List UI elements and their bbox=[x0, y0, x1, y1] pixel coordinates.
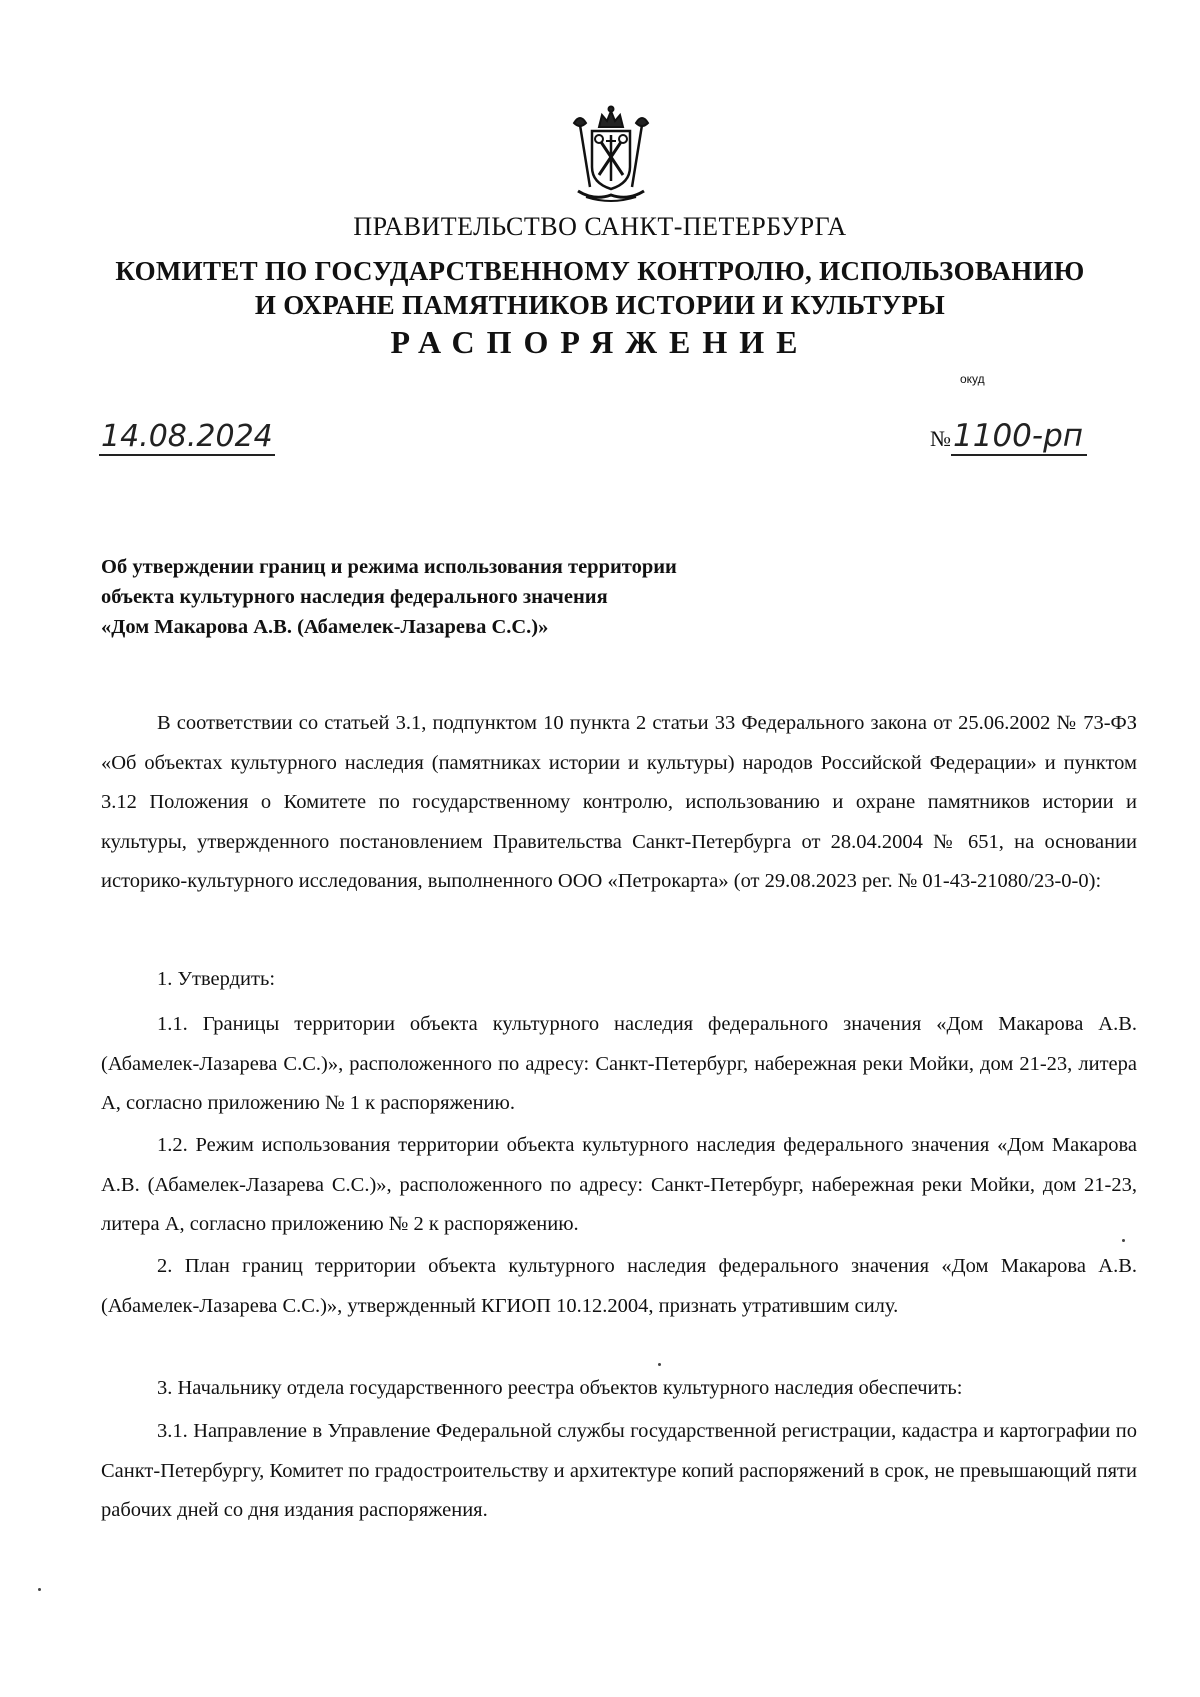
coat-of-arms-icon bbox=[566, 105, 656, 205]
scan-speck bbox=[658, 1363, 661, 1366]
scan-speck bbox=[1122, 1239, 1125, 1242]
item-2-paragraph bbox=[101, 1247, 1137, 1326]
committee-name-line2: И ОХРАНЕ ПАМЯТНИКОВ ИСТОРИИ И КУЛЬТУРЫ bbox=[254, 290, 946, 320]
scan-speck bbox=[38, 1588, 41, 1591]
document-date: 14.08.2024 bbox=[101, 419, 273, 454]
government-name: ПРАВИТЕЛЬСТВО САНКТ-ПЕТЕРБУРГА bbox=[353, 212, 847, 241]
paragraph-text: 3. Начальнику отдела государственного реестра объектов культурного наследия обеспечить: bbox=[157, 1377, 963, 1399]
item-3-paragraph bbox=[101, 1369, 1137, 1409]
document-number bbox=[930, 418, 1087, 457]
item-1-2-paragraph bbox=[101, 1126, 1137, 1245]
okud-label: окуд bbox=[960, 372, 985, 386]
subject-line: «Дом Макарова А.В. (Абамелек-Лазарева С.С.)» bbox=[101, 616, 549, 638]
subject-line: объекта культурного наследия федерального значения bbox=[101, 586, 608, 608]
number-sign: № bbox=[930, 426, 951, 451]
paragraph-text: 3.1. Направление в Управление Федеральной службы государственной регистрации, кадастра и картографии по Санкт-Петербургу, Комитет по градостроительству и архитектуре копий распоряжений в срок, не превышающий пяти рабочих дней со дня издания распоряжения. bbox=[101, 1420, 1137, 1521]
paragraph-text: 1.1. Границы территории объекта культурного наследия федерального значения «Дом Макарова А.В. (Абамелек-Лазарева С.С.)», расположенного по адресу: Санкт-Петербург, набережная реки Мойки, дом 21-23, литера А, согласно приложению № 1 к распоряжению. bbox=[101, 1013, 1137, 1114]
document-number-value: 1100-рп bbox=[951, 418, 1087, 456]
subject-line: Об утверждении границ и режима использования территории bbox=[101, 556, 677, 578]
document-type-title: РАСПОРЯЖЕНИЕ bbox=[390, 324, 810, 360]
paragraph-text: 1.2. Режим использования территории объекта культурного наследия федерального значения «Дом Макарова А.В. (Абамелек-Лазарева С.С.)», расположенного по адресу: Санкт-Петербург, набережная реки Мойки, дом 21-23, литера А, согласно приложению № 2 к распоряжению. bbox=[101, 1134, 1137, 1235]
document-subject bbox=[101, 552, 861, 642]
paragraph-text: В соответствии со статьей 3.1, подпунктом 10 пункта 2 статьи 33 Федерального закона от 25.06.2002 № 73-ФЗ «Об объектах культурного наследия (памятниках истории и культуры) народов Российской Федерации» и пунктом 3.12 Положения о Комитете по государственному контролю, использованию и охране памятников истории и культуры, утвержденного постановлением Правительства Санкт-Петербурга от 28.04.2004 № 651, на основании историко-культурного исследования, выполненного ООО «Петрокарта» (от 29.08.2023 рег. № 01-43-21080/23-0-0): bbox=[101, 712, 1137, 892]
item-1-1-paragraph bbox=[101, 1005, 1137, 1124]
item-1-paragraph bbox=[101, 960, 1137, 1000]
preamble-paragraph bbox=[101, 704, 1137, 902]
paragraph-text: 2. План границ территории объекта культурного наследия федерального значения «Дом Макарова А.В. (Абамелек-Лазарева С.С.)», утвержденный КГИОП 10.12.2004, признать утратившим силу. bbox=[101, 1255, 1137, 1317]
item-3-1-paragraph bbox=[101, 1412, 1137, 1531]
paragraph-text: 1. Утвердить: bbox=[157, 968, 276, 990]
committee-name-line1: КОМИТЕТ ПО ГОСУДАРСТВЕННОМУ КОНТРОЛЮ, ИСПОЛЬЗОВАНИЮ bbox=[115, 256, 1085, 286]
